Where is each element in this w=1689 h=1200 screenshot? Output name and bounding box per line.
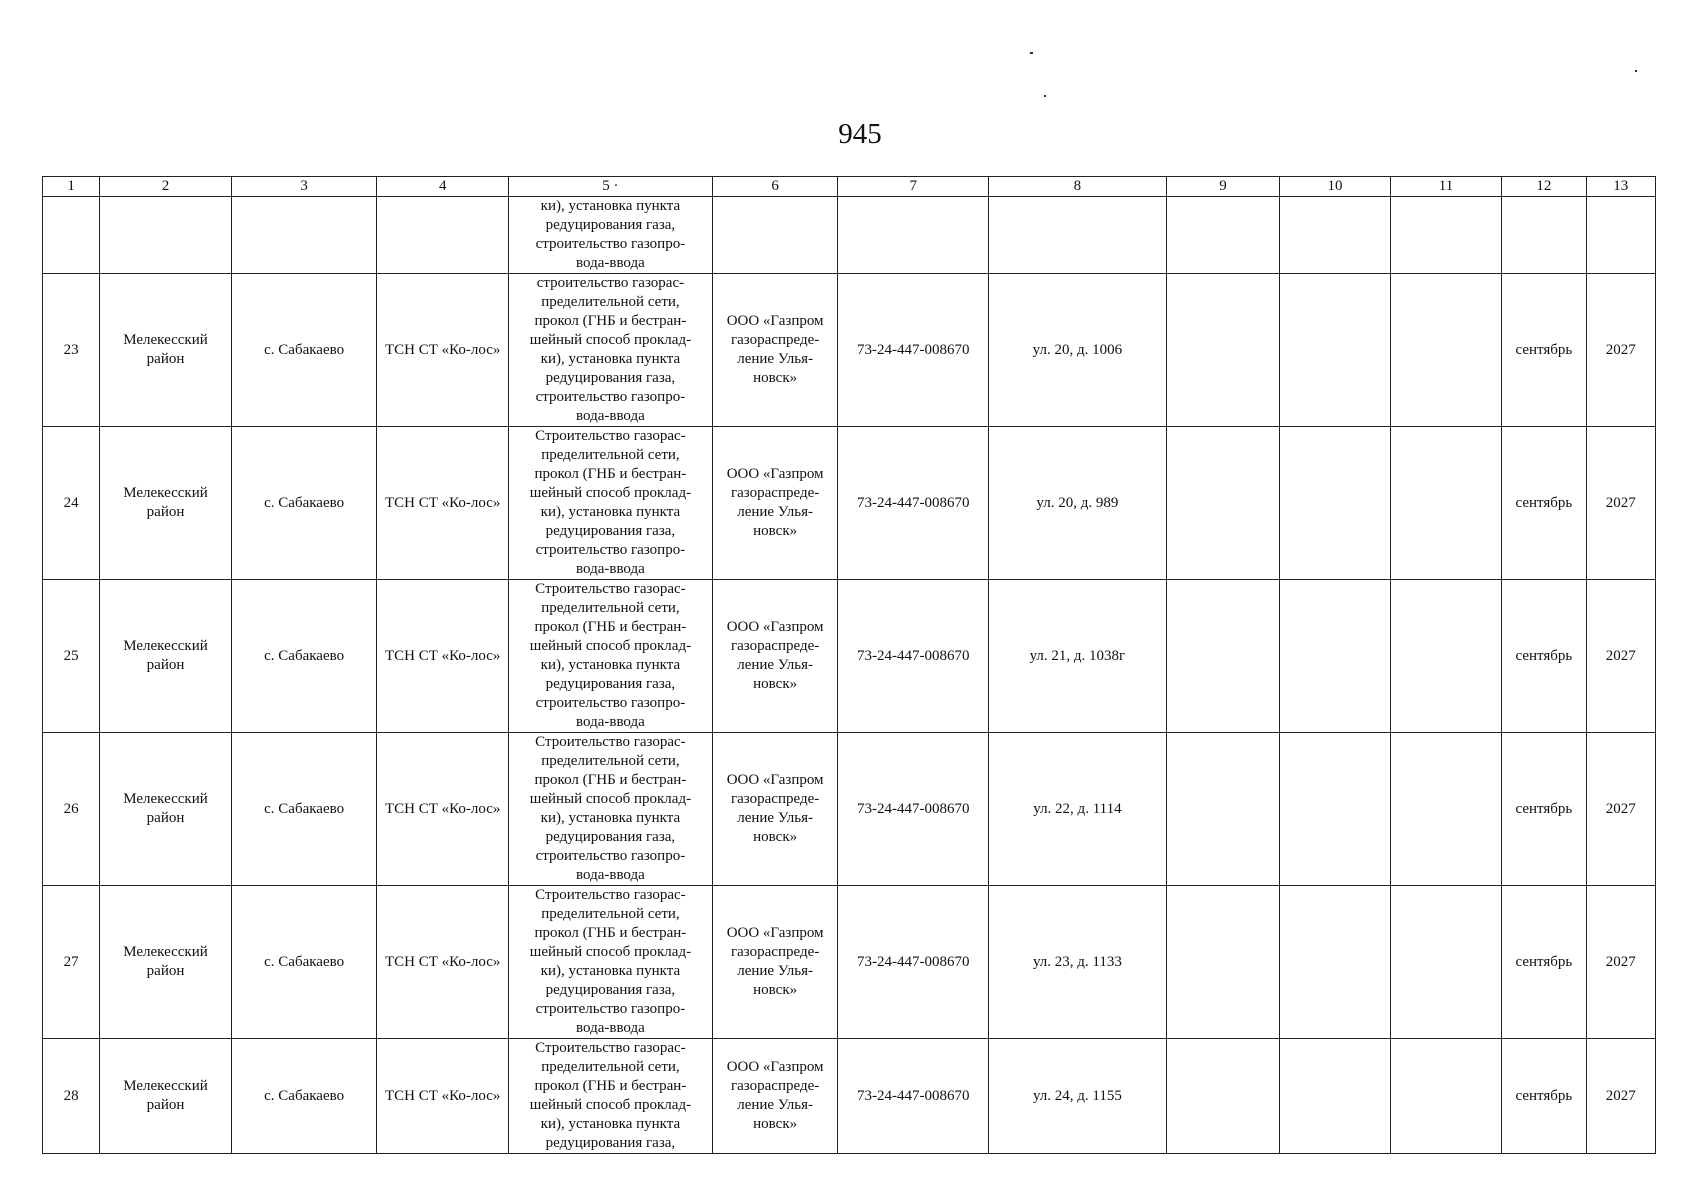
month: сентябрь bbox=[1502, 733, 1586, 886]
column-header: 7 bbox=[838, 177, 989, 197]
address: ул. 21, д. 1038г bbox=[989, 580, 1167, 733]
organization: ООО «Газпром газораспреде-ление Улья-новск» bbox=[712, 886, 838, 1039]
work-description: строительство газорас- пределительной сети, прокол (ГНБ и бестран- шейный способ проклад- ки), установка пункта редуцирования газа, строительство газопро- вода-ввода bbox=[508, 274, 712, 427]
organization: ООО «Газпром газораспреде-ление Улья-новск» bbox=[712, 733, 838, 886]
address: ул. 24, д. 1155 bbox=[989, 1039, 1167, 1154]
cadastral-code: 73-24-447-008670 bbox=[838, 733, 989, 886]
district: Мелекесский район bbox=[100, 580, 232, 733]
district: Мелекесский район bbox=[100, 427, 232, 580]
address: ул. 22, д. 1114 bbox=[989, 733, 1167, 886]
year: 2027 bbox=[1586, 1039, 1655, 1154]
work-description: Строительство газорас- пределительной сети, прокол (ГНБ и бестран- шейный способ проклад- ки), установка пункта редуцирования газа, bbox=[508, 1039, 712, 1154]
settlement: с. Сабакаево bbox=[231, 274, 377, 427]
object-name: ТСН СТ «Ко-лос» bbox=[377, 427, 509, 580]
address: ул. 20, д. 989 bbox=[989, 427, 1167, 580]
object-name: ТСН СТ «Ко-лос» bbox=[377, 886, 509, 1039]
row-number: 28 bbox=[43, 1039, 100, 1154]
settlement: с. Сабакаево bbox=[231, 733, 377, 886]
column-header: 2 bbox=[100, 177, 232, 197]
column-header: 9 bbox=[1166, 177, 1279, 197]
row-number: 24 bbox=[43, 427, 100, 580]
table-row bbox=[43, 733, 1656, 886]
month: сентябрь bbox=[1502, 1039, 1586, 1154]
settlement: с. Сабакаево bbox=[231, 580, 377, 733]
column-header: 5 · bbox=[508, 177, 712, 197]
work-description: Строительство газорас- пределительной сети, прокол (ГНБ и бестран- шейный способ проклад- ки), установка пункта редуцирования газа, строительство газопро- вода-ввода bbox=[508, 886, 712, 1039]
cadastral-code: 73-24-447-008670 bbox=[838, 1039, 989, 1154]
month: сентябрь bbox=[1502, 427, 1586, 580]
month: сентябрь bbox=[1502, 886, 1586, 1039]
scan-speck bbox=[1044, 95, 1046, 97]
table-row bbox=[43, 580, 1656, 733]
month: сентябрь bbox=[1502, 274, 1586, 427]
organization: ООО «Газпром газораспреде-ление Улья-новск» bbox=[712, 1039, 838, 1154]
organization: ООО «Газпром газораспреде-ление Улья-новск» bbox=[712, 427, 838, 580]
year: 2027 bbox=[1586, 886, 1655, 1039]
settlement: с. Сабакаево bbox=[231, 886, 377, 1039]
district: Мелекесский район bbox=[100, 886, 232, 1039]
cadastral-code: 73-24-447-008670 bbox=[838, 274, 989, 427]
row-number: 26 bbox=[43, 733, 100, 886]
settlement: с. Сабакаево bbox=[231, 1039, 377, 1154]
month: сентябрь bbox=[1502, 580, 1586, 733]
table-row bbox=[43, 274, 1656, 427]
year: 2027 bbox=[1586, 733, 1655, 886]
column-header: 3 bbox=[231, 177, 377, 197]
work-description: Строительство газорас- пределительной сети, прокол (ГНБ и бестран- шейный способ проклад- ки), установка пункта редуцирования газа, строительство газопро- вода-ввода bbox=[508, 580, 712, 733]
cadastral-code: 73-24-447-008670 bbox=[838, 580, 989, 733]
year: 2027 bbox=[1586, 427, 1655, 580]
table-row bbox=[43, 427, 1656, 580]
year: 2027 bbox=[1586, 580, 1655, 733]
register-table bbox=[42, 176, 1656, 1154]
object-name: ТСН СТ «Ко-лос» bbox=[377, 1039, 509, 1154]
continuation-row bbox=[43, 197, 1656, 274]
table-row bbox=[43, 886, 1656, 1039]
work-description: Строительство газорас- пределительной сети, прокол (ГНБ и бестран- шейный способ проклад- ки), установка пункта редуцирования газа, строительство газопро- вода-ввода bbox=[508, 427, 712, 580]
row-number: 25 bbox=[43, 580, 100, 733]
year: 2027 bbox=[1586, 274, 1655, 427]
work-description: ки), установка пункта редуцирования газа, строительство газопро- вода-ввода bbox=[508, 197, 712, 274]
column-header: 12 bbox=[1502, 177, 1586, 197]
object-name: ТСН СТ «Ко-лос» bbox=[377, 580, 509, 733]
work-description: Строительство газорас- пределительной сети, прокол (ГНБ и бестран- шейный способ проклад- ки), установка пункта редуцирования газа, строительство газопро- вода-ввода bbox=[508, 733, 712, 886]
cadastral-code: 73-24-447-008670 bbox=[838, 427, 989, 580]
page-number: 945 bbox=[838, 118, 882, 150]
row-number: 23 bbox=[43, 274, 100, 427]
district: Мелекесский район bbox=[100, 733, 232, 886]
column-header: 13 bbox=[1586, 177, 1655, 197]
column-header: 4 bbox=[377, 177, 509, 197]
organization: ООО «Газпром газораспреде-ление Улья-новск» bbox=[712, 580, 838, 733]
organization: ООО «Газпром газораспреде-ление Улья-новск» bbox=[712, 274, 838, 427]
column-number-row bbox=[43, 177, 1656, 197]
table-row bbox=[43, 1039, 1656, 1154]
column-header: 11 bbox=[1390, 177, 1501, 197]
cadastral-code: 73-24-447-008670 bbox=[838, 886, 989, 1039]
column-header: 6 bbox=[712, 177, 838, 197]
column-header: 8 bbox=[989, 177, 1167, 197]
settlement: с. Сабакаево bbox=[231, 427, 377, 580]
district: Мелекесский район bbox=[100, 1039, 232, 1154]
scan-speck bbox=[1030, 52, 1033, 54]
column-header: 1 bbox=[43, 177, 100, 197]
scan-speck bbox=[1635, 70, 1637, 72]
district: Мелекесский район bbox=[100, 274, 232, 427]
object-name: ТСН СТ «Ко-лос» bbox=[377, 274, 509, 427]
row-number: 27 bbox=[43, 886, 100, 1039]
address: ул. 20, д. 1006 bbox=[989, 274, 1167, 427]
object-name: ТСН СТ «Ко-лос» bbox=[377, 733, 509, 886]
column-header: 10 bbox=[1280, 177, 1390, 197]
address: ул. 23, д. 1133 bbox=[989, 886, 1167, 1039]
